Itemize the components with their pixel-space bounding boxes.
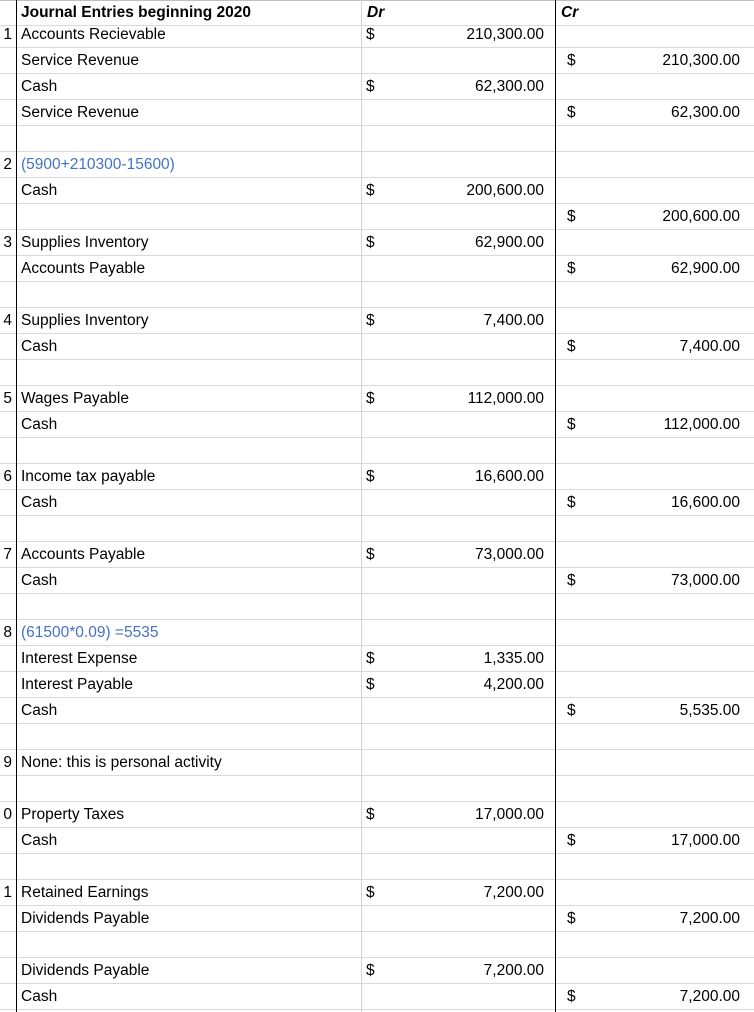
debit-amount[interactable]: 7,200.00 bbox=[483, 962, 544, 979]
entry-number[interactable] bbox=[0, 776, 12, 802]
account-description[interactable]: Cash bbox=[21, 416, 58, 433]
entry-number[interactable]: 1 bbox=[3, 26, 12, 43]
table-row bbox=[0, 308, 754, 334]
debit-amount[interactable] bbox=[380, 256, 544, 282]
entry-number[interactable]: 9 bbox=[3, 754, 12, 771]
credit-amount[interactable] bbox=[580, 464, 740, 490]
entry-number[interactable] bbox=[0, 516, 12, 542]
account-description[interactable]: Cash bbox=[21, 988, 58, 1005]
credit-currency-sign[interactable]: $ bbox=[567, 988, 576, 1005]
credit-amount[interactable] bbox=[580, 932, 740, 958]
table-row bbox=[0, 594, 754, 620]
debit-currency-sign[interactable]: $ bbox=[366, 78, 375, 95]
debit-amount[interactable]: 7,400.00 bbox=[483, 312, 544, 329]
credit-amount[interactable]: 7,400.00 bbox=[679, 338, 740, 355]
account-description[interactable]: Wages Payable bbox=[21, 390, 129, 407]
table-row bbox=[0, 828, 754, 854]
column-divider-c bbox=[555, 0, 556, 1012]
debit-amount[interactable] bbox=[380, 594, 544, 620]
debit-amount[interactable]: 200,600.00 bbox=[466, 182, 544, 199]
credit-currency-sign[interactable]: $ bbox=[567, 910, 576, 927]
sheet-title[interactable]: Journal Entries beginning 2020 bbox=[21, 4, 251, 21]
entry-number[interactable] bbox=[0, 906, 12, 932]
entry-number[interactable] bbox=[0, 984, 12, 1010]
credit-currency-sign[interactable]: $ bbox=[567, 208, 576, 225]
credit-amount[interactable] bbox=[580, 854, 740, 880]
debit-amount[interactable]: 210,300.00 bbox=[466, 26, 544, 43]
credit-amount[interactable] bbox=[580, 74, 740, 100]
credit-amount[interactable]: 73,000.00 bbox=[671, 572, 740, 589]
table-row bbox=[0, 776, 754, 802]
account-description[interactable]: Cash bbox=[21, 182, 58, 199]
table-row bbox=[0, 542, 754, 568]
debit-amount[interactable] bbox=[380, 152, 544, 178]
credit-amount[interactable] bbox=[580, 750, 740, 776]
debit-amount[interactable]: 17,000.00 bbox=[475, 806, 544, 823]
table-row bbox=[0, 412, 754, 438]
entry-number[interactable] bbox=[0, 360, 12, 386]
credit-amount[interactable] bbox=[580, 724, 740, 750]
credit-currency-sign[interactable]: $ bbox=[567, 832, 576, 849]
entry-number[interactable] bbox=[0, 932, 12, 958]
debit-amount[interactable] bbox=[380, 412, 544, 438]
entry-number[interactable] bbox=[0, 854, 12, 880]
credit-amount[interactable]: 62,300.00 bbox=[671, 104, 740, 121]
debit-amount[interactable] bbox=[380, 282, 544, 308]
entry-number[interactable] bbox=[0, 490, 12, 516]
column-divider-b bbox=[361, 0, 362, 1012]
entry-number[interactable] bbox=[0, 126, 12, 152]
account-description[interactable]: Cash bbox=[21, 338, 58, 355]
credit-amount[interactable] bbox=[580, 880, 740, 906]
debit-currency-sign[interactable]: $ bbox=[366, 234, 375, 251]
account-description[interactable]: Service Revenue bbox=[21, 104, 140, 121]
debit-amount[interactable]: 7,200.00 bbox=[483, 884, 544, 901]
account-description[interactable]: Cash bbox=[21, 832, 58, 849]
entry-number[interactable] bbox=[0, 672, 12, 698]
table-row bbox=[0, 48, 754, 74]
debit-amount[interactable] bbox=[380, 126, 544, 152]
table-row bbox=[0, 438, 754, 464]
entry-number[interactable] bbox=[0, 438, 12, 464]
table-row bbox=[0, 100, 754, 126]
cr-header[interactable]: Cr bbox=[561, 4, 579, 21]
entry-number[interactable]: 0 bbox=[3, 806, 12, 823]
account-description[interactable]: Dividends Payable bbox=[21, 962, 150, 979]
credit-amount[interactable] bbox=[580, 672, 740, 698]
debit-amount[interactable]: 62,300.00 bbox=[475, 78, 544, 95]
account-description[interactable]: (61500*0.09) =5535 bbox=[21, 624, 159, 641]
credit-amount[interactable] bbox=[580, 438, 740, 464]
account-description[interactable]: Interest Expense bbox=[21, 650, 138, 667]
entry-number[interactable]: 7 bbox=[3, 546, 12, 563]
table-row bbox=[0, 724, 754, 750]
credit-amount[interactable] bbox=[580, 594, 740, 620]
credit-amount[interactable]: 112,000.00 bbox=[663, 416, 740, 433]
account-description[interactable]: Accounts Payable bbox=[21, 546, 146, 563]
credit-currency-sign[interactable]: $ bbox=[567, 494, 576, 511]
table-row bbox=[0, 932, 754, 958]
debit-currency-sign[interactable]: $ bbox=[366, 26, 375, 43]
credit-currency-sign[interactable]: $ bbox=[567, 260, 576, 277]
account-description[interactable]: Supplies Inventory bbox=[21, 312, 149, 329]
table-row bbox=[0, 880, 754, 906]
account-description[interactable]: Service Revenue bbox=[21, 52, 140, 69]
table-row bbox=[0, 22, 754, 48]
entry-number[interactable] bbox=[0, 178, 12, 204]
table-row bbox=[0, 672, 754, 698]
debit-currency-sign[interactable]: $ bbox=[366, 884, 375, 901]
account-description[interactable]: Cash bbox=[21, 702, 58, 719]
account-description[interactable]: Interest Payable bbox=[21, 676, 134, 693]
credit-amount[interactable]: 5,535.00 bbox=[679, 702, 740, 719]
debit-amount[interactable] bbox=[380, 360, 544, 386]
credit-amount[interactable]: 62,900.00 bbox=[671, 260, 740, 277]
debit-amount[interactable] bbox=[380, 204, 544, 230]
debit-amount[interactable] bbox=[380, 568, 544, 594]
entry-number[interactable] bbox=[0, 828, 12, 854]
table-row bbox=[0, 516, 754, 542]
account-description[interactable]: Accounts Payable bbox=[21, 260, 146, 277]
table-row bbox=[0, 334, 754, 360]
table-row bbox=[0, 152, 754, 178]
entry-number[interactable] bbox=[0, 958, 12, 984]
table-row bbox=[0, 282, 754, 308]
table-row bbox=[0, 74, 754, 100]
debit-amount[interactable]: 62,900.00 bbox=[475, 234, 544, 251]
debit-currency-sign[interactable]: $ bbox=[366, 806, 375, 823]
entry-number[interactable]: 8 bbox=[3, 624, 12, 641]
debit-amount[interactable]: 16,600.00 bbox=[475, 468, 544, 485]
account-description[interactable]: Cash bbox=[21, 494, 58, 511]
dr-header[interactable]: Dr bbox=[367, 4, 385, 21]
table-row bbox=[0, 620, 754, 646]
debit-amount[interactable] bbox=[380, 724, 544, 750]
credit-currency-sign[interactable]: $ bbox=[567, 416, 576, 433]
debit-amount[interactable] bbox=[380, 750, 544, 776]
debit-amount[interactable]: 4,200.00 bbox=[483, 676, 544, 693]
debit-amount[interactable] bbox=[380, 828, 544, 854]
debit-amount[interactable] bbox=[380, 984, 544, 1010]
credit-amount[interactable] bbox=[580, 282, 740, 308]
entry-number[interactable] bbox=[0, 724, 12, 750]
credit-amount[interactable] bbox=[580, 22, 740, 48]
account-description[interactable]: Cash bbox=[21, 572, 58, 589]
credit-amount[interactable] bbox=[580, 802, 740, 828]
table-row bbox=[0, 698, 754, 724]
table-row bbox=[0, 386, 754, 412]
account-description[interactable]: Cash bbox=[21, 78, 58, 95]
account-description[interactable]: Income tax payable bbox=[21, 468, 156, 485]
debit-currency-sign[interactable]: $ bbox=[366, 468, 375, 485]
table-row bbox=[0, 178, 754, 204]
account-description[interactable]: (5900+210300-15600) bbox=[21, 156, 175, 173]
entry-number[interactable] bbox=[0, 282, 12, 308]
credit-amount[interactable] bbox=[580, 776, 740, 802]
credit-amount[interactable] bbox=[580, 386, 740, 412]
debit-currency-sign[interactable]: $ bbox=[366, 676, 375, 693]
credit-currency-sign[interactable]: $ bbox=[567, 572, 576, 589]
entry-number[interactable] bbox=[0, 256, 12, 282]
entry-number[interactable] bbox=[0, 412, 12, 438]
entry-number[interactable] bbox=[0, 48, 12, 74]
table-row bbox=[0, 126, 754, 152]
debit-amount[interactable]: 112,000.00 bbox=[467, 390, 544, 407]
credit-amount[interactable] bbox=[580, 620, 740, 646]
credit-amount[interactable] bbox=[580, 308, 740, 334]
credit-amount[interactable] bbox=[580, 516, 740, 542]
table-row bbox=[0, 204, 754, 230]
column-divider-a bbox=[16, 0, 17, 1012]
account-description[interactable]: Property Taxes bbox=[21, 806, 125, 823]
debit-amount[interactable] bbox=[380, 48, 544, 74]
table-row bbox=[0, 490, 754, 516]
credit-currency-sign[interactable]: $ bbox=[567, 702, 576, 719]
credit-amount[interactable] bbox=[580, 178, 740, 204]
credit-amount[interactable] bbox=[580, 360, 740, 386]
credit-amount[interactable]: 16,600.00 bbox=[671, 494, 740, 511]
table-row bbox=[0, 984, 754, 1010]
entry-number[interactable]: 4 bbox=[3, 312, 12, 329]
entry-number[interactable] bbox=[0, 646, 12, 672]
credit-amount[interactable]: 17,000.00 bbox=[671, 832, 740, 849]
credit-amount[interactable] bbox=[580, 958, 740, 984]
debit-amount[interactable] bbox=[380, 776, 544, 802]
debit-currency-sign[interactable]: $ bbox=[366, 650, 375, 667]
table-row bbox=[0, 906, 754, 932]
credit-currency-sign[interactable]: $ bbox=[567, 338, 576, 355]
account-description[interactable]: Accounts Recievable bbox=[21, 26, 166, 43]
table-row bbox=[0, 958, 754, 984]
debit-amount[interactable] bbox=[380, 620, 544, 646]
account-description[interactable]: Supplies Inventory bbox=[21, 234, 149, 251]
credit-amount[interactable]: 7,200.00 bbox=[679, 910, 740, 927]
entry-number[interactable]: 5 bbox=[3, 390, 12, 407]
table-row bbox=[0, 230, 754, 256]
credit-amount[interactable] bbox=[580, 542, 740, 568]
debit-amount[interactable]: 73,000.00 bbox=[475, 546, 544, 563]
account-description[interactable]: None: this is personal activity bbox=[21, 754, 222, 771]
debit-amount[interactable] bbox=[380, 490, 544, 516]
debit-currency-sign[interactable]: $ bbox=[366, 390, 375, 407]
entry-number[interactable] bbox=[0, 568, 12, 594]
debit-amount[interactable] bbox=[380, 438, 544, 464]
table-row bbox=[0, 568, 754, 594]
table-row bbox=[0, 854, 754, 880]
entry-number[interactable]: 2 bbox=[3, 156, 12, 173]
debit-currency-sign[interactable]: $ bbox=[366, 312, 375, 329]
table-row bbox=[0, 750, 754, 776]
debit-amount[interactable] bbox=[380, 932, 544, 958]
debit-amount[interactable] bbox=[380, 100, 544, 126]
credit-amount[interactable] bbox=[580, 230, 740, 256]
credit-currency-sign[interactable]: $ bbox=[567, 104, 576, 121]
debit-amount[interactable] bbox=[380, 516, 544, 542]
table-row bbox=[0, 464, 754, 490]
table-row bbox=[0, 256, 754, 282]
debit-currency-sign[interactable]: $ bbox=[366, 182, 375, 199]
credit-amount[interactable]: 7,200.00 bbox=[679, 988, 740, 1005]
credit-amount[interactable] bbox=[580, 646, 740, 672]
debit-amount[interactable] bbox=[380, 698, 544, 724]
table-row bbox=[0, 802, 754, 828]
account-description[interactable]: Retained Earnings bbox=[21, 884, 149, 901]
entry-number[interactable]: 3 bbox=[3, 234, 12, 251]
debit-currency-sign[interactable]: $ bbox=[366, 546, 375, 563]
credit-amount[interactable] bbox=[580, 126, 740, 152]
entry-number[interactable] bbox=[0, 100, 12, 126]
debit-amount[interactable] bbox=[380, 906, 544, 932]
table-row bbox=[0, 646, 754, 672]
entry-number[interactable] bbox=[0, 334, 12, 360]
credit-amount[interactable] bbox=[580, 152, 740, 178]
entry-number[interactable] bbox=[0, 594, 12, 620]
debit-amount[interactable]: 1,335.00 bbox=[483, 650, 544, 667]
entry-number[interactable] bbox=[0, 204, 12, 230]
entry-number[interactable] bbox=[0, 698, 12, 724]
debit-amount[interactable] bbox=[380, 854, 544, 880]
credit-amount[interactable]: 210,300.00 bbox=[662, 52, 740, 69]
credit-currency-sign[interactable]: $ bbox=[567, 52, 576, 69]
debit-amount[interactable] bbox=[380, 334, 544, 360]
account-description[interactable]: Dividends Payable bbox=[21, 910, 150, 927]
entry-number[interactable]: 6 bbox=[3, 468, 12, 485]
table-row bbox=[0, 360, 754, 386]
entry-number[interactable] bbox=[0, 74, 12, 100]
entry-number[interactable]: 1 bbox=[3, 884, 12, 901]
debit-currency-sign[interactable]: $ bbox=[366, 962, 375, 979]
credit-amount[interactable]: 200,600.00 bbox=[662, 208, 740, 225]
